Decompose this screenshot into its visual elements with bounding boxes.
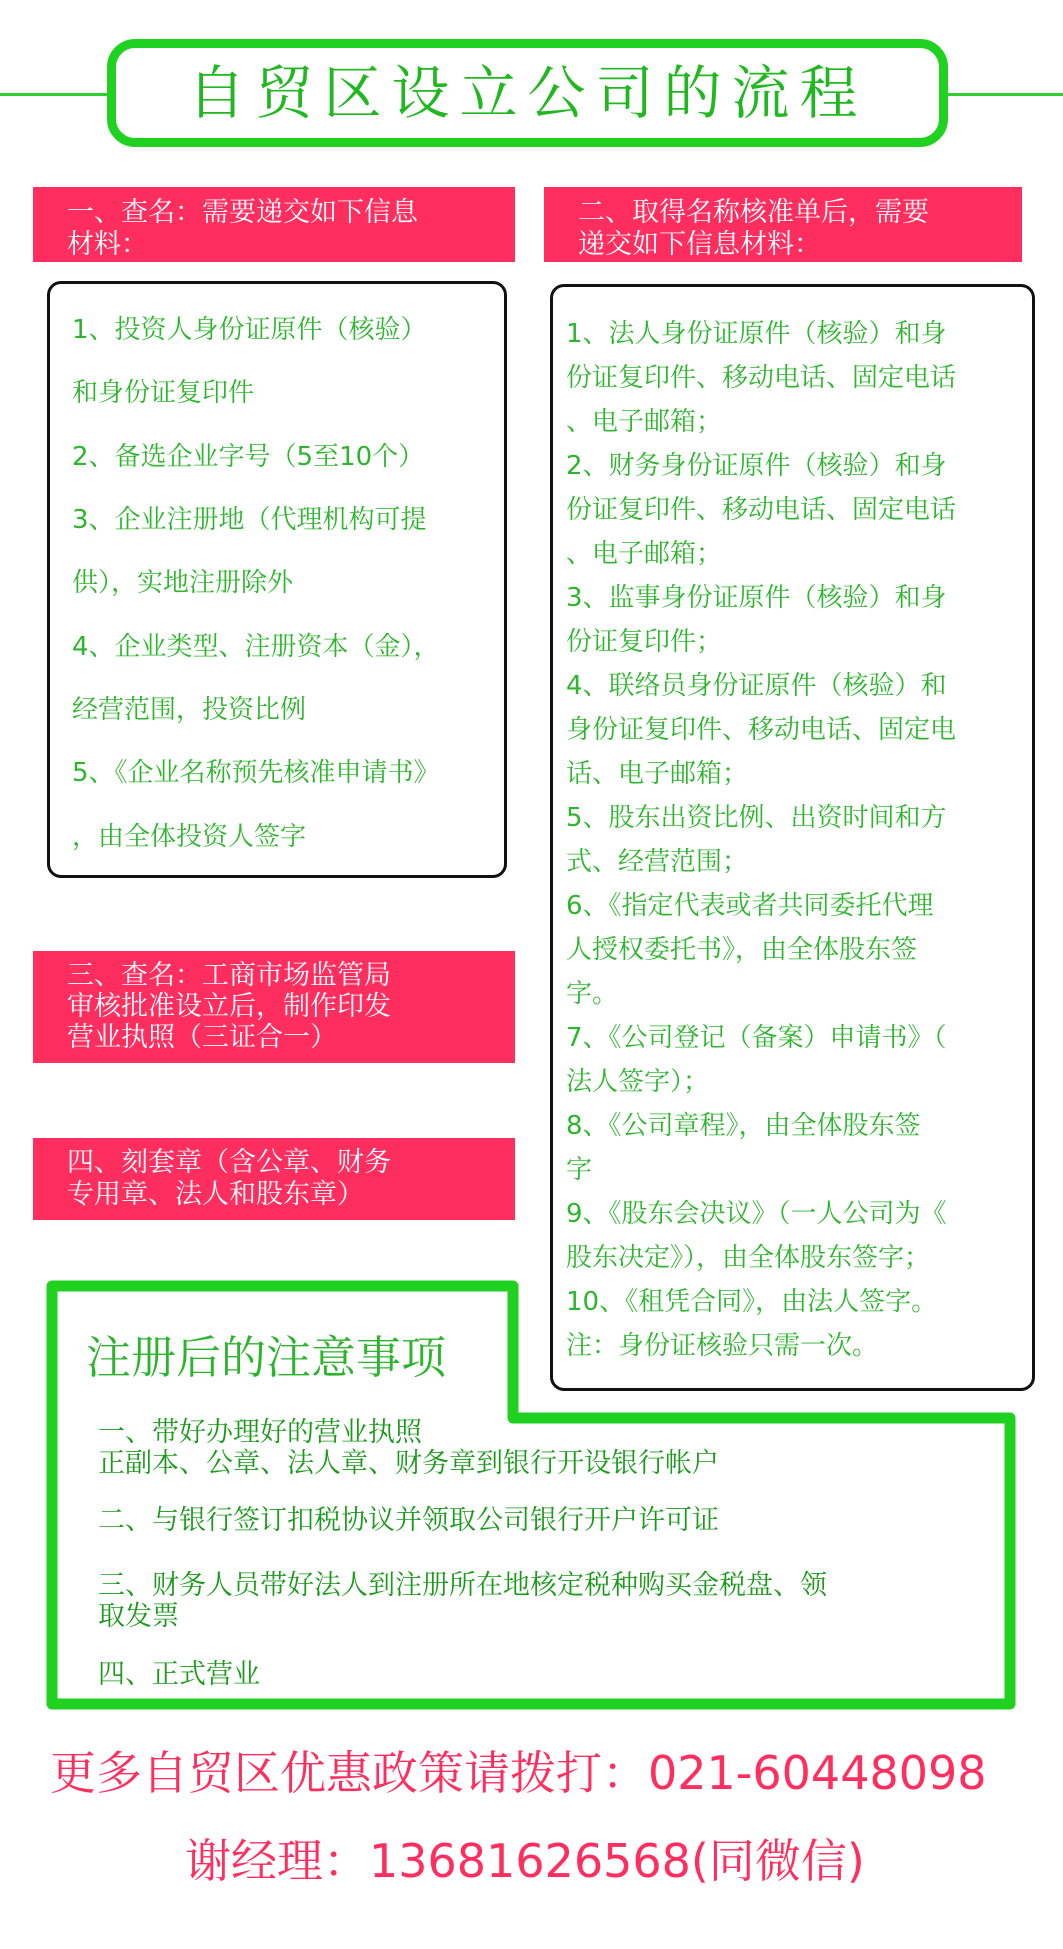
step4-header-line: 专用章、法人和股东章）: [67, 1179, 364, 1210]
step1-header-line: 一、查名：需要递交如下信息: [67, 197, 418, 228]
list-item: 4、联络员身份证原件（核验）和: [566, 671, 947, 701]
list-item: 9、《股东会决议》（一人公司为《: [566, 1199, 947, 1229]
step3-header-line: 三、查名：工商市场监管局: [67, 960, 391, 991]
list-item: 供），实地注册除外: [72, 568, 294, 598]
notice-item-line: 三、财务人员带好法人到注册所在地核定税种购买金税盘、领: [98, 1570, 827, 1601]
list-item: 10、《租凭合同》，由法人签字。: [566, 1287, 938, 1317]
step2-header-line: 递交如下信息材料：: [578, 229, 821, 260]
notice-item: [98, 1505, 719, 1536]
notice-item-line: 四、正式营业: [98, 1659, 260, 1690]
list-item: 3、企业注册地（代理机构可提: [72, 505, 427, 535]
list-item: 份证复印件、移动电话、固定电话: [566, 363, 957, 393]
list-item: 身份证复印件、移动电话、固定电: [566, 715, 957, 745]
step2-header-line: 二、取得名称核准单后，需要: [578, 197, 929, 228]
list-item: 1、法人身份证原件（核验）和身: [566, 319, 947, 349]
list-item: 和身份证复印件: [72, 378, 255, 408]
list-item: 份证复印件；: [566, 627, 723, 657]
step1-header-line: 材料：: [67, 229, 148, 260]
footer-contact: 谢经理：13681626568(同微信): [185, 1834, 865, 1888]
list-item: 字。: [566, 979, 619, 1009]
list-item: 2、财务身份证原件（核验）和身: [566, 451, 947, 481]
page-title: 自贸区设立公司的流程: [187, 59, 868, 127]
notice-item: [98, 1659, 260, 1690]
list-item: 5、《企业名称预先核准申请书》: [72, 758, 440, 788]
list-item: 份证复印件、移动电话、固定电话: [566, 495, 957, 525]
list-item: 、电子邮箱；: [566, 407, 723, 437]
list-item: 8、《公司章程》，由全体股东签: [566, 1111, 921, 1141]
notice-title: 注册后的注意事项: [86, 1331, 447, 1384]
notice-item-line: 正副本、公章、法人章、财务章到银行开设银行帐户: [98, 1448, 719, 1479]
list-item: 话、电子邮箱；: [566, 759, 749, 789]
list-item: 4、企业类型、注册资本（金），: [72, 632, 440, 662]
step3-header-line: 审核批准设立后，制作印发: [67, 991, 391, 1022]
list-item: 股东决定》），由全体股东签字；: [566, 1243, 931, 1273]
list-item: 1、投资人身份证原件（核验）: [72, 315, 427, 345]
list-item: 3、监事身份证原件（核验）和身: [566, 583, 947, 613]
notice-item: [98, 1417, 719, 1479]
list-item: 6、《指定代表或者共同委托代理: [566, 891, 934, 921]
notice-item-line: 一、带好办理好的营业执照: [98, 1417, 422, 1448]
list-item: 经营范围，投资比例: [72, 695, 307, 725]
list-item: 法人签字）；: [566, 1067, 710, 1097]
list-item: 5、股东出资比例、出资时间和方: [566, 803, 947, 833]
notice-item-line: 二、与银行签订扣税协议并领取公司银行开户许可证: [98, 1505, 719, 1536]
list-item: ，由全体投资人签字: [72, 822, 307, 852]
step4-header-line: 四、刻套章（含公章、财务: [67, 1147, 391, 1178]
list-item: 字: [566, 1155, 593, 1185]
notice-item: [98, 1570, 827, 1632]
list-item: 式、经营范围；: [566, 847, 749, 877]
notice-item-line: 取发票: [98, 1601, 179, 1632]
list-item: 人授权委托书》，由全体股东签: [566, 935, 918, 965]
step3-header-line: 营业执照（三证合一）: [67, 1022, 337, 1053]
list-item: 注：身份证核验只需一次。: [566, 1331, 879, 1361]
list-item: 2、备选企业字号（5至10个）: [72, 442, 425, 472]
footer-hotline: 更多自贸区优惠政策请拨打：021-60448098: [50, 1746, 987, 1800]
list-item: 、电子邮箱；: [566, 539, 723, 569]
list-item: 7、《公司登记（备案）申请书》（: [566, 1023, 947, 1053]
